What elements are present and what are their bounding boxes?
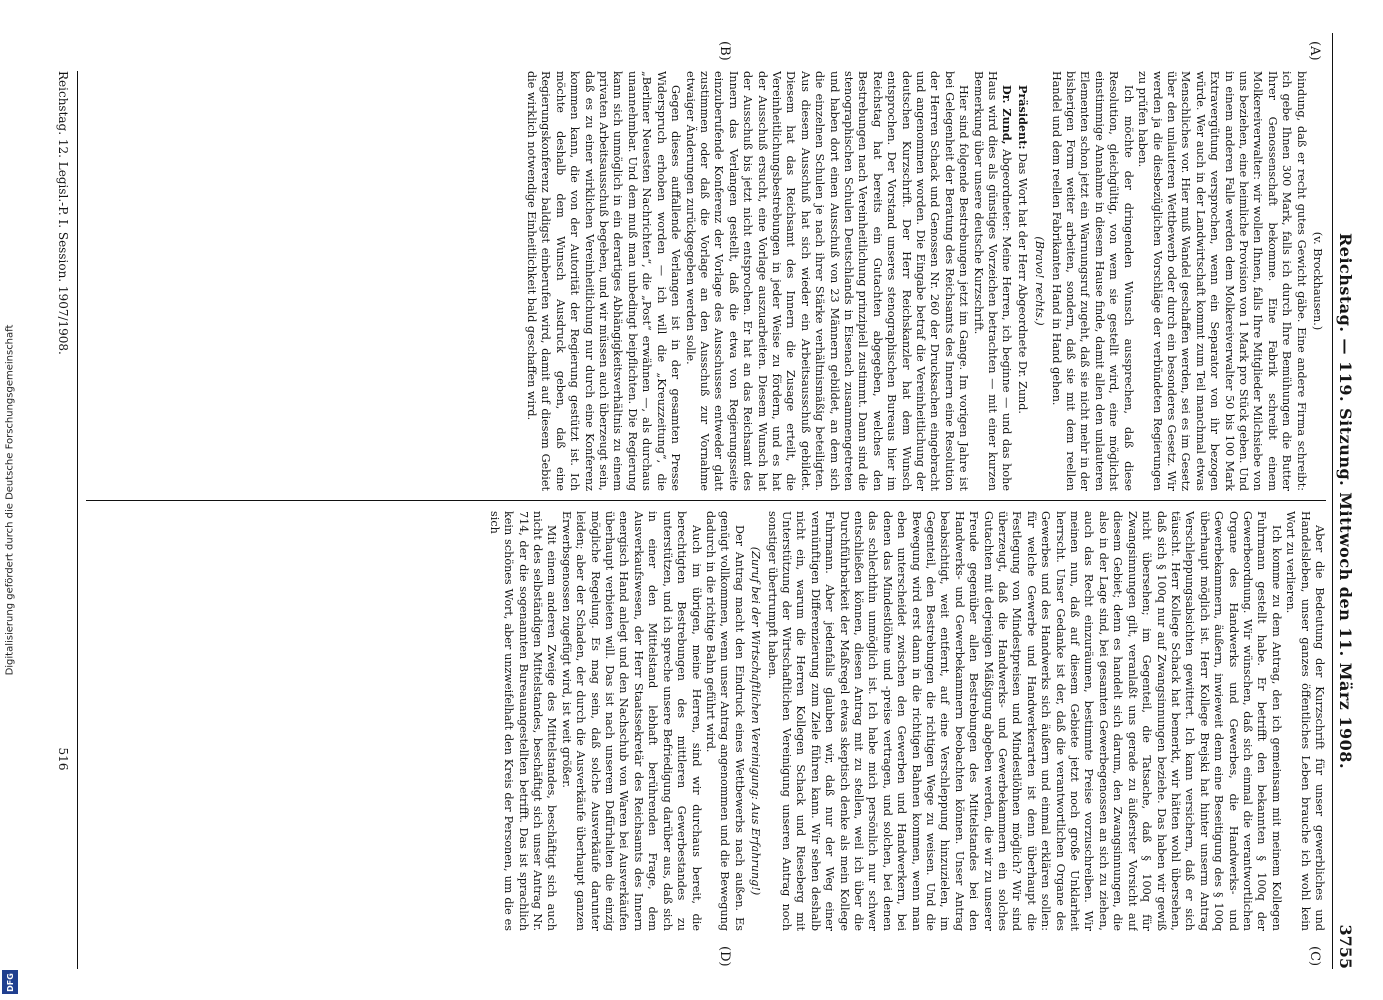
- page-header-title: Reichstag. — 119. Sitzung. Mittwoch den 11. März 1908.: [1335, 232, 1355, 769]
- interjection: (Zuruf bei der Wirtschaftlichen Vereinigung: Aus Erfahrung!): [748, 546, 762, 895]
- president-text: Das Wort hat der Herr Abgeordnete Dr. Zund.: [1015, 152, 1029, 414]
- page-header: [1332, 33, 1362, 969]
- paragraph: Aber die Bedeutung der Kurzschrift für unser gewerbliches und Handelsleben, unser ganzes öffentliches Leben brauche ich wohl kein Wort zu verlieren.: [1283, 510, 1326, 931]
- margin-mark-c: (C): [1306, 945, 1322, 966]
- dfg-logo: DFG: [2, 970, 18, 994]
- speaker-intro: [970, 71, 1014, 491]
- digitization-credit: [0, 0, 20, 1000]
- page-number: 3755: [1335, 923, 1355, 969]
- right-column: [86, 511, 1326, 931]
- president-statement: [1014, 71, 1029, 491]
- margin-mark-b: (B): [716, 40, 732, 61]
- page-footer: [49, 71, 78, 969]
- column-divider: [86, 500, 1326, 501]
- credit-text: Digitalisierung gefördert durch die Deutsche Forschungsgemeinschaft: [4, 324, 16, 676]
- margin-mark-a: (A): [1306, 40, 1322, 61]
- page-content-rotated: [28, 11, 1368, 991]
- footer-sheet-number: 516: [55, 747, 70, 770]
- paragraph: Ich möchte der dringenden Wunsch aussprechen, daß diese Resolution, gleichgültig, von wem sie gestellt wird, eine möglichst einstimmige Annahme in diesem Hause finde, damit allen den unlauteren Elementen schon jetzt ein Warnungsruf zugeht, daß sie nicht mehr in der bisherigen Form weiter arbeiten, sondern, daß sie mit dem reellen Handel und dem reellen Fabrikanten Hand in Hand gehen.: [1049, 70, 1135, 491]
- footer-session: Reichstag. 12. Legisl.-P. I. Session. 1907/1908.: [55, 70, 70, 355]
- paragraph: Ich komme zu dem Antrag, den ich gemeinsam mit meinem Kollegen Fuhrmann gestellt habe. Er betrifft den bekannten § 100q der Gewerbeordnung. Wir wünschen, daß sich einmal die verantwortlichen Organe des Handwerks und Gewerbes, die Handwerks- und Gewerbekammern, äußern, inwieweit denn eine Beseitigung des § 100q überhaupt möglich ist. Herr Kollege Brejski hat hinter unserm Antrag Verschleppungsabsichten gewittert. Ich kann versichern, daß er sich täuscht. Herr Kollege Schack hat bemerkt, wir hätten wohl übersehen, daß sich § 100q nur auf Zwangsinnungen beziehe. Das haben wir gewiß nicht übersehen; im Gegenteil, die Tatsache, daß § 100q für Zwangsinnungen gilt, veranlaßt uns gerade zu äußerster Vorsicht auf diesem Gebiet; denn es handelt sich darum, den Zwangsinnungen, die also in der Lage sind, bei gesamten Gewerbegenossen an sich zu ziehen, auch das Recht einzuräumen, bestimmte Preise vorzuschreiben. Wir meinen nun, daß auf diesem Gebiete jetzt noch große Unklarheit herrscht. Unser Gedanke ist der, daß die verantwortlichen Organe des Gewerbes und des Handwerks sich äußern und einmal erklären sollen: für welche Gewerbe und Handwerkerarten ist denn überhaupt die Festlegung von Mindestpreisen und Mindestlöhnen möglich? Wir sind überzeugt, daß die Handwerks- und Gewerbekammern ein solches Gutachten mit derjenigen Mäßigung abgeben werden, die wir zu unserer Freude gegenüber allen Bestrebungen des Mittelstandes bei den Handwerks- und Gewerbekammern beobachten können. Unser Antrag beabsichtigt, weit entfernt, auf eine Verschleppung hinzuzielen, im Gegenteil, den Bestrebungen die richtigen Wege zu weisen. Und die Bewegung wird erst dann in die richtigen Bahnen kommen, wenn man eben unterscheidet zwischen den Gewerben und Handwerkern, bei denen das Mindestlöhne und -preise vertragen, und solchen, bei denen das schlechthin unmöglich ist. Ich habe mich persönlich nur schwer entschließen können, diesen Antrag mit zu stellen, weil ich über die Durchführbarkeit der Maßregel etwas skeptisch denke als mein Kollege Fuhrmann. Aber jedenfalls glauben wir, daß nur der Weg einer vernünftigen Differenzierung zum Ziele führen kann. Wir sehen deshalb nicht ein, warum die Herren Kollegen Schack und Rieseberg mit Unterstützung der Wirtschaftlichen Vereinigung unseren Antrag noch sonstiger übertrumpft haben.: [765, 510, 1283, 931]
- paragraph: Hier sind folgende Bestrebungen jetzt im Gange. Im vorigen Jahre ist bei Gelegenheit der Beratung des Reichsamts des Innern eine Resolution der Herren Schack und Genossen Nr. 260 der Drucksachen eingebracht und angenommen worden. Die Eingabe betraf die Vereinheitlichung der deutschen Kurzschrift. Der Herr Reichskanzler hat dem Wunsch entsprochen. Der Vorstand unseres stenographischen Bureaus hier im Reichstag hat bereits ein Gutachten abgegeben, welches den Bestrebungen nach Vereinheitlichung prinzipiell zustimmt. Dann sind die stenographischen Schulen Deutschlands in Eisenach zusammengetreten und haben dort einen Ausschuß von 23 Männern gebildet, an dem sich die einzelnen Schulen je nach ihrer Stärke verhältnismäßig beteiligten. Aus diesem Ausschuß hat sich wieder ein Arbeitsausschuß gebildet. Diesem hat das Reichsamt des Innern die Zusage erteilt, die Vereinheitlichungsbestrebungen in jeder Weise zu fördern, und es hat der Ausschuß ersucht, eine Vorlage auszuarbeiten. Diesem Wunsch hat der Ausschuß bis jetzt nicht entsprochen. Er hat an das Reichsamt des Innern das Verlangen gestellt, daß die etwa von Regierungsseite einzuberufende Konferenz der Vorlage des Ausschusses entweder glatt zustimmen oder daß die Vorlage an den Ausschuß zur Vornahme etwaiger Änderungen zurückgegeben werden solle.: [683, 70, 970, 491]
- speaker-name: Dr. Zund,: [999, 84, 1014, 145]
- paragraph: Mit einem anderen Zweige des Mittelstandes, beschäftigt sich auch nicht des selbständigen Mittelstandes, beschäftigt sich unser Antrag Nr. 714, der die sogenannten Bureauangestellten betrifft. Das ist sprachlich kein schönes Wort, aber unzweifelhaft den Kreis der Personen, um die es sich: [487, 510, 558, 931]
- paragraph: Der Antrag macht den Eindruck eines Wettbewerbs nach außen. Es genügt vollkommen, wenn unser Antrag angenommen und die Bewegung dadurch in die richtige Bahn geführt wird.: [703, 510, 746, 931]
- margin-mark-d: (D): [716, 945, 732, 967]
- paragraph: bindung, daß er recht gutes Gewicht gäbe. Eine andere Firma schreibt: ich gebe Ihnen 300 Mark, falls ich durch Ihre Bemühungen die Butter Ihrer Genossenschaft bekomme. Eine Fabrik schreibt einem Molkereiverwalter: wir wollen Ihnen, falls Ihre Mitglieder Milchsiebe von uns beziehen, eine heimliche Provision von 1 Mark pro Stück geben. Und in einem anderen Falle werden dem Molkereiverwalter 50 bis 100 Mark Extravergütung versprochen, wenn ein Separator von ihr bezogen würde. Wer auch in der Landwirtschaft kommt zum Teil manchmal etwas Menschliches vor. Hier muß Wandel geschaffen werden, sei es im Gesetz über den unlauteren Wettbewerb oder durch ein besonderes Gesetz. Wir werden ja die diesbezüglichen Vorschläge der verbündeten Regierungen zu prüfen haben.: [1135, 70, 1308, 491]
- left-column: [86, 71, 1326, 491]
- speaker-continuation: (v. Brockhausen.): [1310, 231, 1324, 330]
- speaker-text: Meine Herren, ich beginne — und das hohe Haus wird dies als günstiges Vorzeichen betrachten — mit einer kurzen Bemerkung über unsere deutsche Kurzschrift.: [971, 70, 1013, 491]
- paragraph: Gegen dieses auffallende Verlangen ist in der gesamten Presse Widerspruch erhoben worden — ich will die „Kreuzzeitung“, die „Berliner Neuesten Nachrichten“, die „Post“ erwähnen —, als durchaus unannehmbar. Und dem muß man unbedingt beipflichten. Die Regierung kann sich unmöglich in ein derartiges Abhängigkeitsverhältnis zu einem privaten Arbeitsausschuß begeben, und wir müssen auch überzeugt sein, daß es zu einer wirklichen Vereinheitlichung nur durch eine Konferenz kommen kann, die von der Autorität der Regierung gestützt ist. Ich möchte deshalb dem Wunsch Ausdruck geben, daß eine Regierungskonferenz baldigst einberufen wird, damit auf diesem Gebiet die wirklich notwendige Einheitlichkeit bald geschaffen wird.: [524, 70, 682, 491]
- president-label: Präsident:: [1015, 84, 1030, 149]
- scanned-page: [25, 8, 1370, 993]
- speaker-role: Abgeordneter:: [999, 148, 1013, 231]
- paragraph: Auch im übrigen, meine Herren, sind wir durchaus bereit, die berechtigten Bestrebungen des mittleren Gewerbestandes zu unterstützen, und ich spreche unsere Befriedigung darüber aus, daß sich in einer den Mittelstand lebhaft berührenden Frage, dem Ausverkaufswesen, der Herr Staatssekretär des Reichsamts des Innern energisch Hand anlegt und den Nachschub von Waren bei Ausverkäufen überhaupt verbieten will. Das ist nach unserem Dafürhalten die einzig mögliche Regelung. Es mag sein, daß solche Ausverkäufe darunter leiden; aber der Schaden, der durch die Ausverkäufe überhaupt ganzen Erwerbsgenossen zugefügt wird, ist weit größer.: [559, 510, 703, 931]
- applause-note: (Bravo! rechts.): [1032, 235, 1046, 326]
